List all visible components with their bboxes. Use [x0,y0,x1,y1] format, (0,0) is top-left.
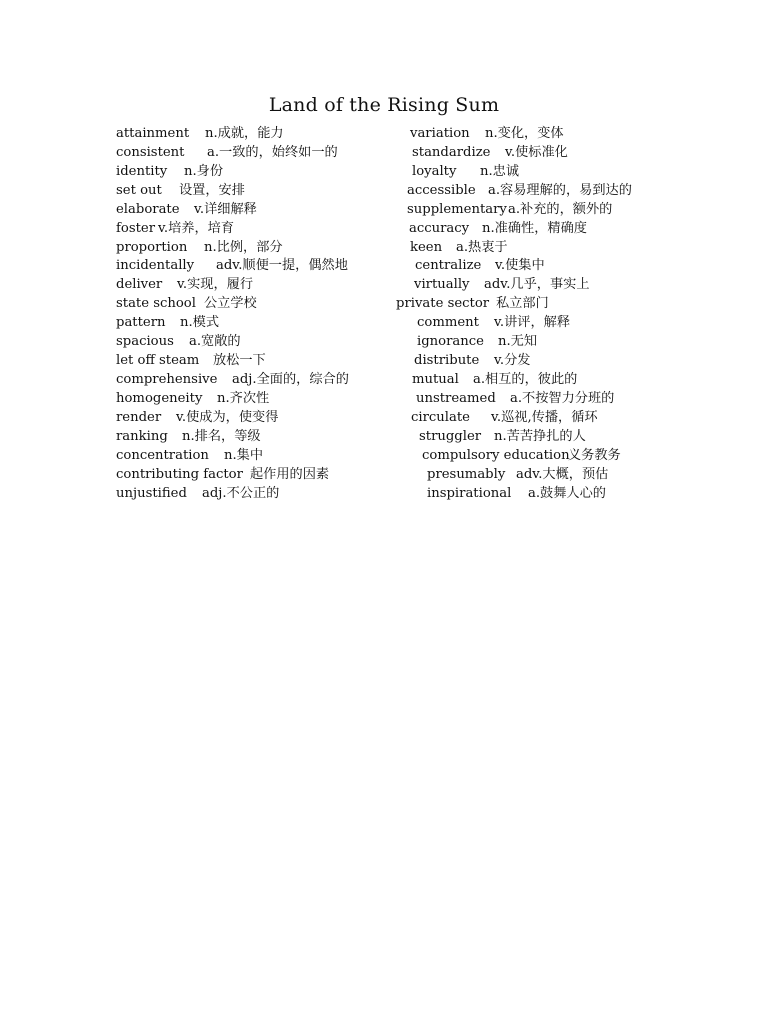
vocab-row [396,182,696,201]
vocab-row [396,447,696,466]
vocab-definition: v.使标准化 [505,144,568,160]
vocab-row [396,201,696,220]
vocab-row [116,201,349,220]
vocab-term: comment [417,315,479,331]
vocab-definition: n.苦苦挣扎的人 [494,428,586,444]
vocab-definition: n.成就，能力 [205,126,284,141]
vocab-term: proportion [116,239,188,255]
vocab-definition: v.使集中 [495,258,545,274]
vocab-definition: 设置，安排 [179,182,245,198]
vocab-term: ranking [116,428,168,444]
vocab-term: keen [410,239,443,255]
vocab-row [116,314,349,333]
vocab-row [396,352,696,371]
vocab-row [396,144,696,163]
vocab-term: homogeneity [116,390,203,406]
vocab-definition: n.忠诚 [480,163,520,179]
vocab-definition: adv.几乎，事实上 [484,277,590,293]
vocab-definition: a.热衷于 [456,239,508,255]
vocab-row [116,371,349,390]
vocab-term: struggler [419,428,482,444]
vocab-definition: v.使成为，使变得 [176,409,279,425]
vocab-term: render [116,409,162,425]
vocab-row [116,125,349,144]
vocab-row [116,352,349,371]
vocab-definition: n.齐次性 [217,390,270,406]
vocab-definition: adj.不公正的 [202,485,280,501]
vocab-term: incidentally [116,258,195,274]
vocab-term: accuracy [409,220,470,236]
vocab-term: attainment [116,126,190,141]
vocab-row [396,390,696,409]
vocab-row [396,428,696,447]
vocab-row [396,257,696,276]
vocab-term: comprehensive [116,371,218,387]
vocab-term: contributing factor [116,466,243,482]
vocab-row [116,220,349,239]
vocab-definition: 放松一下 [213,353,266,369]
vocab-term: spacious [116,334,174,350]
vocab-definition: v.详细解释 [194,201,257,217]
vocab-term: ignorance [417,334,484,350]
vocab-definition: v.巡视,传播，循环 [491,409,598,425]
vocab-row [116,295,349,314]
vocab-row [396,163,696,182]
vocab-row [396,125,696,144]
vocab-term: distribute [414,353,480,369]
vocab-definition: n.比例，部分 [204,239,283,255]
vocab-term: elaborate [116,201,180,217]
vocab-term: virtually [414,277,470,293]
vocab-row [396,333,696,352]
vocab-term: foster [116,220,155,236]
vocab-row [116,466,349,485]
vocab-definition: n.集中 [224,447,264,463]
vocab-definition: a.容易理解的，易到达的 [488,182,632,198]
vocab-term: supplementary [407,201,507,217]
vocab-definition: 义务教务 [568,447,621,463]
vocab-definition: adj.全面的，综合的 [232,371,349,387]
vocab-definition: n.模式 [180,315,220,331]
vocab-row [396,466,696,485]
vocab-row [396,220,696,239]
vocab-row [396,485,696,504]
vocab-definition: adv.顺便一提，偶然地 [216,258,348,274]
vocab-definition: n.准确性，精确度 [482,220,587,236]
vocab-definition: v.分发 [494,353,531,369]
vocab-row [116,333,349,352]
vocab-definition: adv.大概，预估 [516,466,609,482]
vocab-definition: a.宽敞的 [189,334,241,350]
vocab-row [396,371,696,390]
vocab-column-left [116,125,349,503]
vocab-definition: 私立部门 [496,296,549,312]
vocab-row [116,485,349,504]
vocab-row [396,409,696,428]
vocab-definition: v.实现，履行 [177,277,254,293]
vocab-term: accessible [407,182,476,198]
vocab-definition: n.无知 [498,334,538,350]
vocab-row [116,447,349,466]
vocab-definition: 起作用的因素 [250,466,330,482]
vocab-row [396,295,696,314]
vocab-term: state school [116,296,196,312]
vocab-row [396,276,696,295]
vocab-definition: a.相互的，彼此的 [473,371,578,387]
vocab-definition: v.讲评，解释 [494,315,571,331]
vocab-definition: n.排名，等级 [182,428,261,444]
vocab-term: unjustified [116,485,187,501]
vocab-row [116,390,349,409]
vocab-row [116,182,349,201]
vocab-term: mutual [412,371,459,387]
vocab-definition: a.补充的，额外的 [508,201,613,217]
vocab-term: standardize [412,144,491,160]
vocab-term: inspirational [427,485,512,501]
vocab-term: private sector [396,296,490,312]
vocab-row [396,239,696,258]
vocab-term: compulsory education [422,447,570,463]
vocab-row [396,314,696,333]
vocab-row [116,144,349,163]
vocab-row [116,276,349,295]
vocab-column-right [396,125,696,503]
vocab-term: deliver [116,277,163,293]
vocab-term: presumably [427,466,506,482]
vocab-definition: n.身份 [184,163,224,179]
vocab-definition: a.鼓舞人心的 [528,485,606,501]
vocab-definition: n.变化，变体 [485,126,564,141]
vocab-row [116,428,349,447]
vocab-row [116,239,349,258]
vocab-term: identity [116,163,168,179]
vocab-term: loyalty [412,163,457,179]
vocab-row [116,257,349,276]
vocab-term: variation [410,126,470,141]
vocab-term: centralize [415,258,482,274]
vocab-term: consistent [116,144,185,160]
vocab-term: concentration [116,447,209,463]
vocab-row [116,409,349,428]
vocab-term: let off steam [116,353,200,369]
page-title: Land of the Rising Sum [268,94,500,116]
vocab-term: pattern [116,315,166,331]
vocab-definition: a.不按智力分班的 [510,390,615,406]
vocab-definition: 公立学校 [204,296,257,312]
vocab-definition: a.一致的，始终如一的 [207,144,338,160]
vocab-term: unstreamed [416,390,496,406]
vocab-row [116,163,349,182]
vocab-definition: v.培养，培育 [158,220,235,236]
vocab-term: set out [116,182,162,198]
vocab-term: circulate [411,409,470,425]
